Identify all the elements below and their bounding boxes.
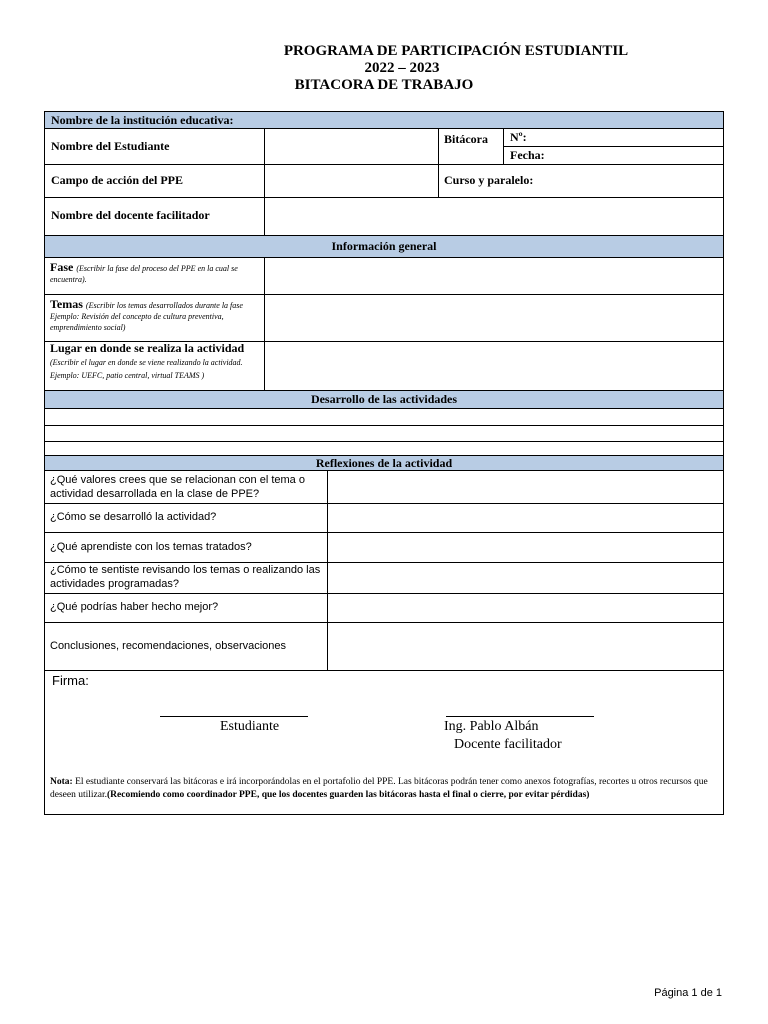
program-title: PROGRAMA DE PARTICIPACIÓN ESTUDIANTIL [283, 43, 629, 59]
desarrollo-line[interactable] [45, 425, 723, 441]
nota-label: Nota: [50, 777, 73, 787]
bitacora-form [44, 111, 724, 815]
temas-field[interactable] [264, 294, 723, 341]
answer-values[interactable] [327, 471, 723, 503]
docente-label: Nombre del docente facilitador [51, 208, 210, 222]
school-year: 2022 – 2023 [364, 60, 440, 76]
desarrollo-band [45, 390, 723, 409]
curso-cell[interactable] [438, 164, 723, 197]
answer-feelings[interactable] [327, 562, 723, 593]
question-development: ¿Cómo se desarrolló la actividad? [50, 511, 217, 523]
reflexiones-heading: Reflexiones de la actividad [315, 456, 453, 470]
question-values: ¿Qué valores crees que se relacionan con el tema o actividad desarrollada en la clase de PPE? [50, 474, 305, 500]
student-name-field[interactable] [264, 129, 438, 164]
question-conclusions: Conclusiones, recomendaciones, observaciones [50, 640, 287, 652]
fecha-field[interactable] [503, 146, 723, 164]
answer-development[interactable] [327, 503, 723, 532]
bitacora-cell [438, 129, 503, 164]
document-title: BITACORA DE TRABAJO [294, 77, 474, 93]
reflexiones-band [45, 455, 723, 471]
student-label: Nombre del Estudiante [51, 139, 170, 153]
desarrollo-line[interactable] [45, 441, 723, 455]
info-general-heading: Información general [331, 239, 437, 253]
fecha-label: Fecha: [510, 148, 545, 162]
lugar-field[interactable] [264, 341, 723, 390]
teacher-signature-line[interactable] [446, 716, 594, 717]
temas-hint: (Escribir los temas desarrollados durante la fase Ejemplo: Revisión del concepto de cultura preventiva, emprendimiento social) [50, 301, 243, 332]
question-learning: ¿Qué aprendiste con los temas tratados? [50, 541, 252, 553]
desarrollo-heading: Desarrollo de las actividades [310, 392, 458, 406]
divider [45, 670, 723, 671]
student-signature-label: Estudiante [220, 719, 280, 734]
bitacora-label: Bitácora [444, 132, 488, 146]
question-improve: ¿Qué podrías haber hecho mejor? [50, 601, 219, 613]
curso-label: Curso y paralelo: [444, 173, 534, 187]
campo-field[interactable] [264, 164, 438, 197]
answer-conclusions[interactable] [327, 622, 723, 670]
fase-hint: (Escribir la fase del proceso del PPE en la cual se encuentra). [50, 264, 238, 284]
question-feelings: ¿Cómo te sentiste revisando los temas o realizando las actividades programadas? [50, 564, 321, 590]
numero-field[interactable] [503, 129, 723, 146]
temas-label: Temas [50, 297, 83, 311]
temas-cell [50, 299, 260, 332]
campo-label: Campo de acción del PPE [51, 173, 183, 187]
teacher-role: Docente facilitador [454, 737, 562, 752]
lugar-cell [50, 342, 260, 381]
answer-improve[interactable] [327, 593, 723, 622]
firma-label: Firma: [52, 673, 89, 688]
lugar-label: Lugar en donde se realiza la actividad [50, 341, 245, 355]
fase-label: Fase [50, 260, 74, 274]
numero-label: Nº: [510, 130, 527, 144]
institution-row [45, 112, 723, 129]
docente-field[interactable] [264, 197, 723, 235]
nota-emphasis: (Recomiendo como coordinador PPE, que los docentes guarden las bitácoras hasta el final o cierre, por evitar pérdidas) [106, 790, 590, 800]
desarrollo-line[interactable] [45, 409, 723, 425]
nota [50, 776, 720, 802]
institution-label: Nombre de la institución educativa: [51, 113, 234, 127]
fase-cell [50, 262, 260, 284]
nota-text: El estudiante conservará las bitácoras e irá incorporándolas en el portafolio del PPE. Las bitácoras podrán tener como anexos fotografías, recortes u otros recursos que deseen utilizar. [50, 777, 708, 800]
info-general-band [45, 235, 723, 258]
fase-field[interactable] [264, 258, 723, 294]
page-number: Página 1 de 1 [654, 987, 722, 999]
student-signature-line[interactable] [160, 716, 308, 717]
teacher-name: Ing. Pablo Albán [444, 719, 539, 734]
answer-learning[interactable] [327, 532, 723, 562]
lugar-hint: (Escribir el lugar en donde se viene realizando la actividad. Ejemplo: UEFC, patio central, virtual TEAMS ) [50, 358, 243, 380]
